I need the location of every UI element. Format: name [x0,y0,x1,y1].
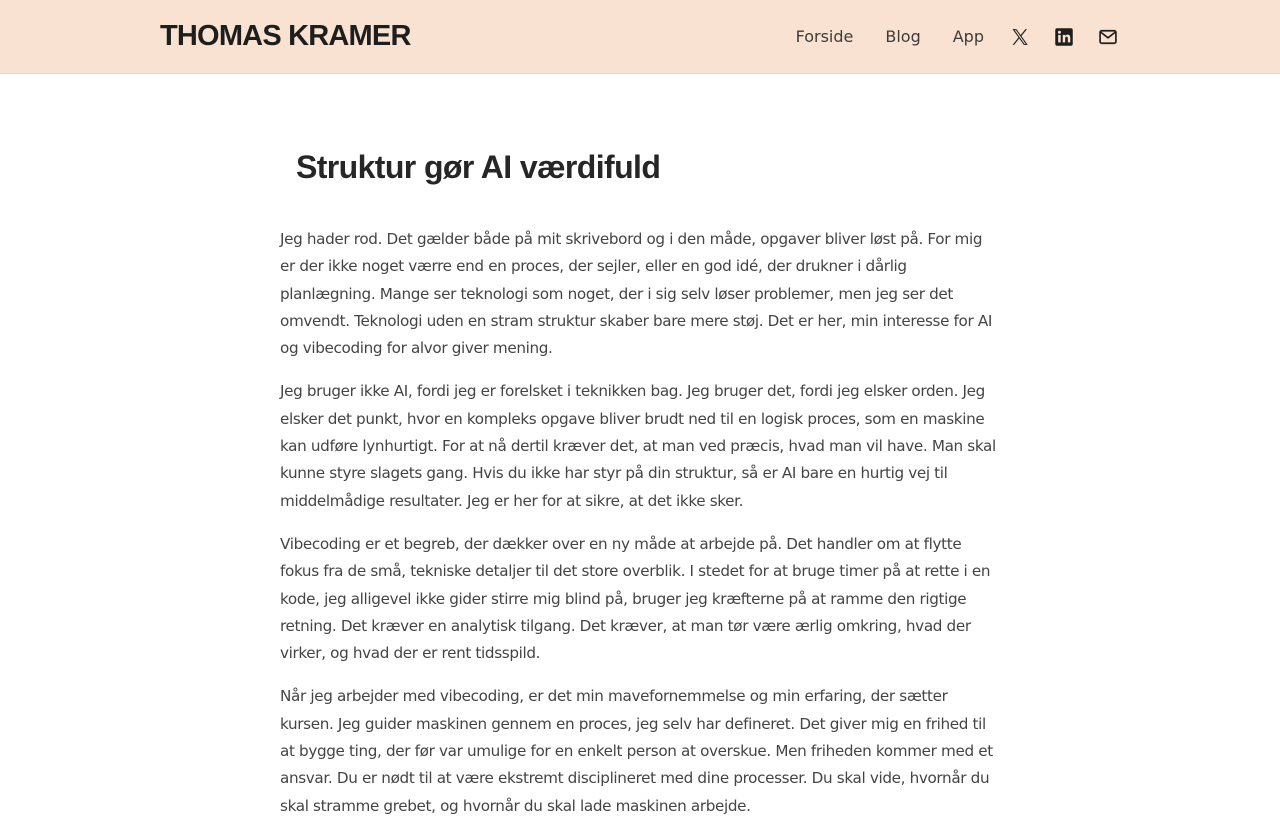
linkedin-icon[interactable] [1052,25,1076,49]
article-paragraph: Jeg bruger ikke AI, fordi jeg er forelsket i teknikken bag. Jeg bruger det, fordi jeg elsker orden. Jeg elsker det punkt, hvor en kompleks opgave bliver brudt ned til en logisk proces, som en maskine kan udføre lynhurtigt. For at nå dertil kræver det, at man ved præcis, hvad man vil have. Man skal kunne styre slagets gang. Hvis du ikke har styr på din struktur, så er AI bare en hurtig vej til middelmådige resultater. Jeg er her for at sikre, at det ikke sker. [280,382,996,510]
mail-icon[interactable] [1096,25,1120,49]
article-paragraph: Jeg hader rod. Det gælder både på mit skrivebord og i den måde, opgaver bliver løst på. For mig er der ikke noget værre end en proces, der sejler, eller en god idé, der drukner i dårlig planlægning. Mange ser teknologi som noget, der i sig selv løser problemer, men jeg ser det omvendt. Teknologi uden en stram struktur skaber bare mere støj. Det er her, min interesse for AI og vibecoding for alvor giver mening. [280,230,993,358]
article-paragraph: Vibecoding er et begreb, der dækker over en ny måde at arbejde på. Det handler om at flytte fokus fra de små, tekniske detaljer til det store overblik. I stedet for at bruge timer på at rette i en kode, jeg alligevel ikke gider stirre mig blind på, bruger jeg kræfterne på at ramme den rigtige retning. Det kræver en analytisk tilgang. Det kræver, at man tør være ærlig omkring, hvad der virker, og hvad der er rent tidsspild. [280,534,991,663]
nav-link-blog[interactable]: Blog [885,26,921,46]
article-body [280,226,1000,820]
nav-link-app[interactable]: App [952,26,984,46]
site-logo[interactable]: THOMAS KRAMER [160,20,411,52]
nav-link-forside[interactable]: Forside [795,26,854,46]
article-title: Struktur gør AI værdifuld [296,149,661,185]
article-paragraph: Når jeg arbejder med vibecoding, er det min mavefornemmelse og min erfaring, der sætter kursen. Jeg guider maskinen gennem en proces, jeg selv har defineret. Det giver mig en frihed til at bygge ting, der før var umulige for en enkelt person at overskue. Men friheden kommer med et ansvar. Du er nødt til at være ekstremt disciplineret med dine processer. Du skal vide, hvornår du skal stramme grebet, og hvornår du skal lade maskinen arbejde. [280,687,993,815]
main-nav [796,0,1120,73]
site-header [0,0,1280,74]
x-icon[interactable] [1008,25,1032,49]
article [280,140,1000,836]
social-links [1008,25,1120,49]
